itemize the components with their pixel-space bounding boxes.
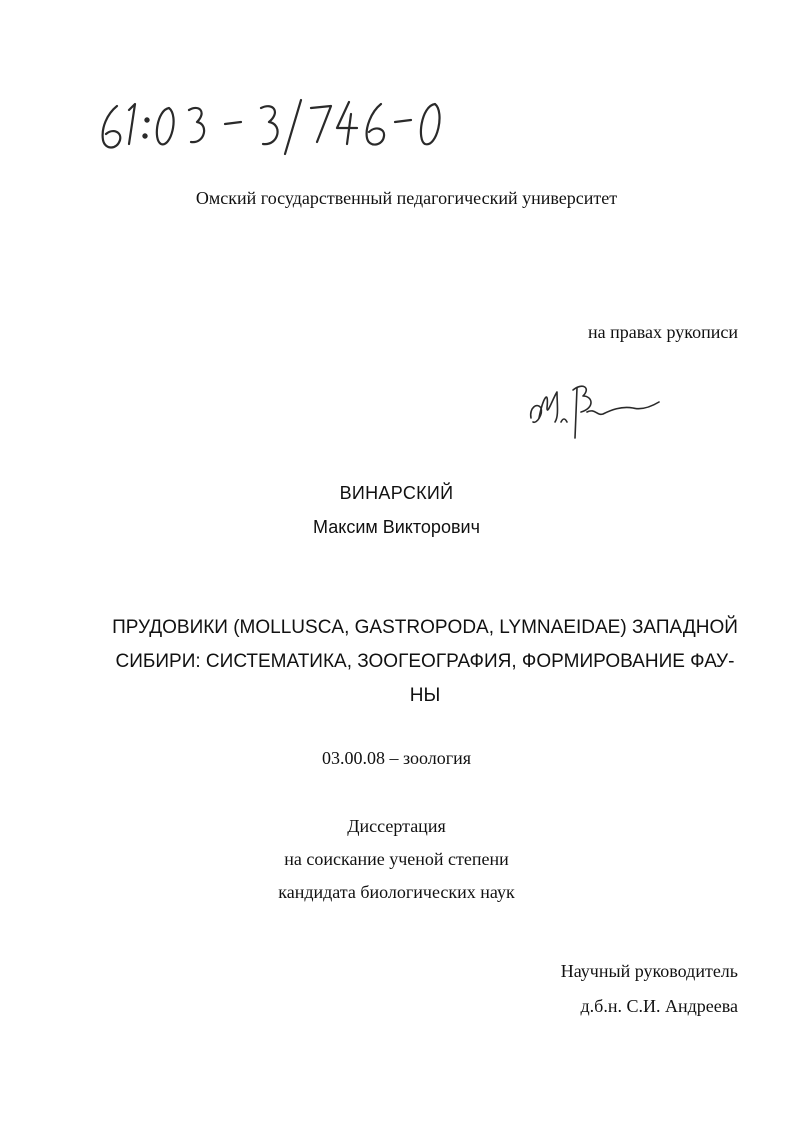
author-signature [525, 368, 675, 453]
supervisor-role: Научный руководитель [560, 961, 738, 981]
dissertation-label: Диссертация [347, 816, 446, 836]
specialty-code: 03.00.08 – зоология [321, 748, 472, 768]
degree-purpose: на соискание ученой степени [284, 849, 509, 869]
dissertation-title [110, 611, 740, 713]
degree-name: кандидата биологических наук [278, 882, 515, 902]
title-line: ПРУДОВИКИ (MOLLUSCA, GASTROPODA, LYMNAEIDAE) ЗАПАДНОЙ [112, 617, 738, 638]
author-given-names: Максим Викторович [313, 517, 480, 537]
title-line: НЫ [409, 685, 441, 706]
university-name: Омский государственный педагогический университет [195, 188, 618, 208]
handwritten-archive-code [95, 92, 455, 162]
supervisor-name: д.б.н. С.И. Андреева [580, 996, 738, 1016]
title-line: СИБИРИ: СИСТЕМАТИКА, ЗООГЕОГРАФИЯ, ФОРМИРОВАНИЕ ФАУ- [115, 651, 735, 672]
manuscript-rights-note: на правах рукописи [588, 322, 738, 342]
author-surname: ВИНАРСКИЙ [339, 483, 454, 503]
